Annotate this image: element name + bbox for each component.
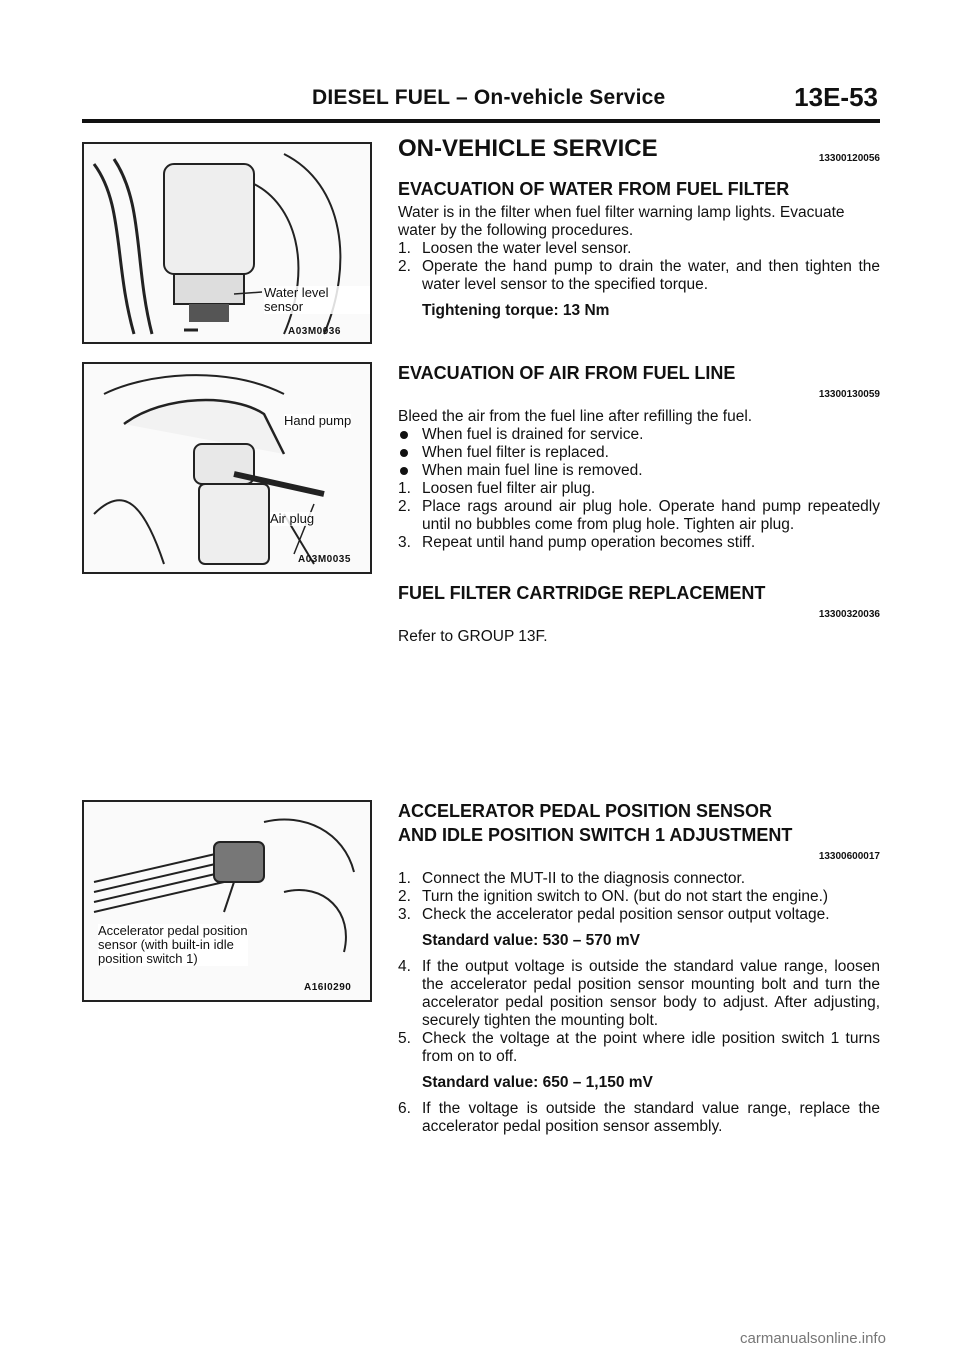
- water-level-sensor-label: Water level sensor: [264, 286, 370, 314]
- list-item: 2. Operate the hand pump to drain the water, and then tighten the water level sensor to the specified torque.: [398, 258, 880, 293]
- section-id: 13300130059: [818, 389, 880, 400]
- subsection-title: EVACUATION OF WATER FROM FUEL FILTER: [398, 179, 790, 199]
- list-item: 5. Check the voltage at the point where idle position switch 1 turns from on to off.: [398, 1030, 880, 1065]
- section-id: 13300120056: [818, 153, 880, 164]
- list-item: 4. If the output voltage is outside the standard value range, loosen the accelerator pedal position sensor mounting bolt and turn the accelerator pedal position sensor body to adjust. After adjusting, securely tighten the mounting bolt.: [398, 958, 880, 1029]
- list-item: 1. Connect the MUT-II to the diagnosis connector.: [398, 870, 746, 887]
- list-item: 2. Place rags around air plug hole. Operate hand pump repeatedly until no bubbles come from plug hole. Tighten air plug.: [398, 498, 880, 533]
- bullet-item: When main fuel line is removed.: [398, 462, 880, 480]
- section-id: 13300600017: [818, 851, 880, 862]
- figure-code: A03M0036: [288, 326, 341, 337]
- subsection-title-line2: AND IDLE POSITION SWITCH 1 ADJUSTMENT: [398, 825, 793, 845]
- spec-value: Standard value: 530 – 570 mV: [422, 932, 640, 949]
- list-item: 1. Loosen fuel filter air plug.: [398, 480, 596, 497]
- figure-accelerator-sensor: [82, 800, 372, 1002]
- list-item: 6. If the voltage is outside the standard value range, replace the accelerator pedal position sensor assembly.: [398, 1100, 880, 1135]
- accelerator-sensor-label: Accelerator pedal position sensor (with built-in idle position switch 1): [98, 923, 248, 966]
- list-item: 2. Turn the ignition switch to ON. (but do not start the engine.): [398, 888, 829, 905]
- paragraph: Bleed the air from the fuel line after refilling the fuel.: [398, 408, 753, 425]
- section-air-evacuation: [398, 362, 880, 552]
- subsection-title-line1: ACCELERATOR PEDAL POSITION SENSOR: [398, 801, 773, 821]
- section-title-text: ON-VEHICLE SERVICE: [398, 135, 658, 162]
- header-title: DIESEL FUEL – On-vehicle Service: [312, 86, 666, 109]
- figure-code: A03M0035: [298, 554, 351, 565]
- accelerator-sensor-illustration: [84, 802, 370, 1000]
- subsection-title: FUEL FILTER CARTRIDGE REPLACEMENT: [398, 583, 766, 603]
- bullet-item: When fuel filter is replaced.: [398, 444, 880, 462]
- subsection-title: EVACUATION OF AIR FROM FUEL LINE: [398, 363, 736, 383]
- spec-value: Standard value: 650 – 1,150 mV: [422, 1074, 653, 1091]
- list-item: 3. Repeat until hand pump operation becomes stiff.: [398, 534, 756, 551]
- page-number: 13E-53: [794, 82, 878, 112]
- section-on-vehicle-service: [398, 135, 880, 328]
- spec-value: Tightening torque: 13 Nm: [422, 302, 610, 319]
- list-item: 1. Loosen the water level sensor.: [398, 240, 632, 257]
- figure-hand-pump: [82, 362, 372, 574]
- paragraph: Water is in the filter when fuel filter warning lamp lights. Evacuate water by the following procedures.: [398, 204, 845, 239]
- hand-pump-illustration: [84, 364, 370, 572]
- paragraph: Refer to GROUP 13F.: [398, 628, 548, 645]
- page-header: [0, 82, 878, 116]
- section-cartridge-replacement: [398, 582, 880, 646]
- hand-pump-label: Hand pump: [284, 413, 352, 428]
- section-id: 13300320036: [818, 609, 880, 620]
- list-item: 3. Check the accelerator pedal position sensor output voltage.: [398, 906, 830, 923]
- air-plug-label: Air plug: [270, 511, 315, 526]
- figure-code: A16I0290: [304, 982, 352, 993]
- figure-water-level-sensor: [82, 142, 372, 344]
- header-rule: [82, 119, 880, 123]
- bullet-item: When fuel is drained for service.: [398, 426, 880, 444]
- section-title: [398, 135, 880, 170]
- watermark: carmanualsonline.info: [740, 1330, 886, 1347]
- section-accelerator-adjustment: [398, 800, 880, 1136]
